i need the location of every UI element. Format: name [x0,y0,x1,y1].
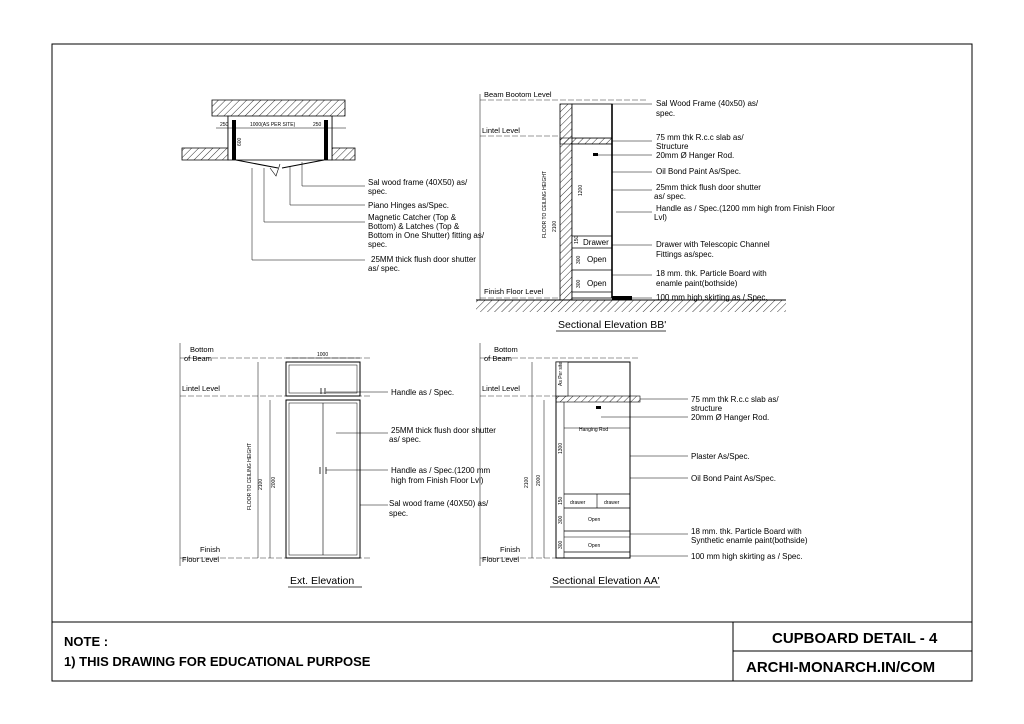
aa-callout-4: Oil Bond Paint As/Spec. [691,474,776,483]
aa-floor-level-2: Floor Level [482,555,520,564]
bb-callout-7b: Fittings as/spec. [656,250,714,259]
ext-elevation [180,343,496,587]
bb-lintel-level: Lintel Level [482,126,520,135]
bb-callout-1: Sal Wood Frame (40x50) as/ [656,99,759,108]
ext-callout-2b: as/ spec. [389,435,422,444]
bb-callout-1b: spec. [656,109,676,118]
bb-dim-300b: 300 [576,279,582,288]
bb-callout-8: 18 mm. thk. Particle Board with [656,269,767,278]
bb-beam-level: Beam Bootom Level [484,90,552,99]
aa-callout-6: 100 mm high skirting as / Spec. [691,552,803,561]
plan-callout-1b: spec. [368,187,388,196]
ext-beam-level-2: of Beam [184,354,212,363]
aa-dim-300b: 300 [558,540,564,549]
aa-callout-5: 18 mm. thk. Particle Board with [691,527,802,536]
bb-floor-level: Finish Floor Level [484,287,544,296]
note-line: 1) THIS DRAWING FOR EDUCATIONAL PURPOSE [64,654,371,669]
bb-title: Sectional Elevation BB' [558,319,667,331]
bb-callout-2b: Structure [656,142,689,151]
aa-floor-level-1: Finish [500,545,521,554]
bb-callout-4: Oil Bond Paint As/Spec. [656,167,741,176]
bb-dim-2100: 2100 [552,220,558,232]
bb-dim-300a: 300 [576,255,582,264]
ext-height-label: FLOOR TO CEILING HEIGHT [247,442,253,510]
bb-callout-6b: Lvl) [654,213,667,222]
bb-callout-7: Drawer with Telescopic Channel [656,240,770,249]
plan-callout-3d: spec. [368,240,388,249]
ext-callout-1: Handle as / Spec. [391,388,455,397]
bb-callout-8b: enamle paint(bothside) [656,279,738,288]
bb-cell-open-1: Open [587,255,607,264]
ext-callout-4: Sal wood frame (40X50) as/ [389,499,489,508]
ext-beam-level-1: Bottom [190,345,214,354]
aa-dim-2000: 2000 [536,474,542,486]
plan-detail [182,100,485,273]
plan-dim-width: 1000(AS PER SITE) [250,122,296,128]
aa-cell-open-1: Open [588,517,601,523]
title-block [64,630,938,676]
plan-dim-right: 250 [313,122,322,128]
bb-dim-1200: 1200 [578,184,584,196]
aa-callout-2: 20mm Ø Hanger Rod. [691,413,770,422]
plan-callout-3: Magnetic Catcher (Top & [368,213,457,222]
aa-dim-1300: 1300 [558,442,564,454]
plan-dim-left: 250 [220,122,229,128]
aa-as-per-site: As Per site [558,361,564,386]
bb-callout-2: 75 mm thk R.c.c slab as/ [656,133,744,142]
ext-floor-level-2: Floor Level [182,555,220,564]
aa-cell-drawer-1: drawer [570,500,586,506]
aa-beam-level-1: Bottom [494,345,518,354]
aa-cell-rod: Hanging Rod [579,427,609,433]
ext-floor-level-1: Finish [200,545,221,554]
aa-callout-1: 75 mm thk R.c.c slab as/ [691,395,779,404]
aa-dim-2100: 2100 [524,476,530,488]
aa-callout-3: Plaster As/Spec. [691,452,750,461]
aa-dim-150: 150 [558,496,564,505]
bb-callout-6: Handle as / Spec.(1200 mm high from Finish Floor [656,204,835,213]
bb-callout-5: 25mm thick flush door shutter [656,183,761,192]
aa-callout-5b: Synthetic enamle paint(bothside) [691,536,808,545]
aa-lintel-level: Lintel Level [482,384,520,393]
ext-lintel-level: Lintel Level [182,384,220,393]
section-bb [476,90,835,331]
ext-callout-4b: spec. [389,509,409,518]
sheet-title: CUPBOARD DETAIL - 4 [772,630,938,647]
bb-dim-150: 150 [574,235,580,244]
ext-dim-2100: 2100 [258,478,264,490]
bb-callout-5b: as/ spec. [654,192,687,201]
aa-beam-level-2: of Beam [484,354,512,363]
plan-callout-4: 25MM thick flush door shutter [371,255,476,264]
aa-dim-300a: 300 [558,515,564,524]
plan-callout-4b: as/ spec. [368,264,401,273]
ext-dim-2000: 2000 [271,476,277,488]
website-label: ARCHI-MONARCH.IN/COM [746,659,936,676]
plan-callout-2: Piano Hinges as/Spec. [368,201,449,210]
plan-dim-depth: 600 [237,137,243,146]
aa-callout-1b: structure [691,404,723,413]
note-title: NOTE : [64,634,109,649]
aa-title: Sectional Elevation AA' [552,575,660,587]
aa-cell-drawer-2: drawer [604,500,620,506]
section-aa [480,343,808,587]
ext-callout-3b: high from Finish Floor Lvl) [391,476,484,485]
plan-callout-3b: Bottom) & Latches (Top & [368,222,460,231]
plan-callout-1: Sal wood frame (40X50) as/ [368,178,468,187]
bb-callout-9: 100 mm high skirting as / Spec. [656,293,768,302]
plan-callout-3c: Bottom in One Shutter) fitting as/ [368,231,485,240]
bb-cell-drawer: Drawer [583,238,609,247]
bb-cell-open-2: Open [587,279,607,288]
ext-title: Ext. Elevation [290,575,355,587]
ext-callout-3: Handle as / Spec.(1200 mm [391,466,491,475]
bb-callout-3: 20mm Ø Hanger Rod. [656,151,735,160]
ext-dim-width: 1000 [317,352,329,358]
bb-height-label: FLOOR TO CEILING HEIGHT [542,170,548,238]
ext-callout-2: 25MM thick flush door shutter [391,426,496,435]
aa-cell-open-2: Open [588,543,601,549]
